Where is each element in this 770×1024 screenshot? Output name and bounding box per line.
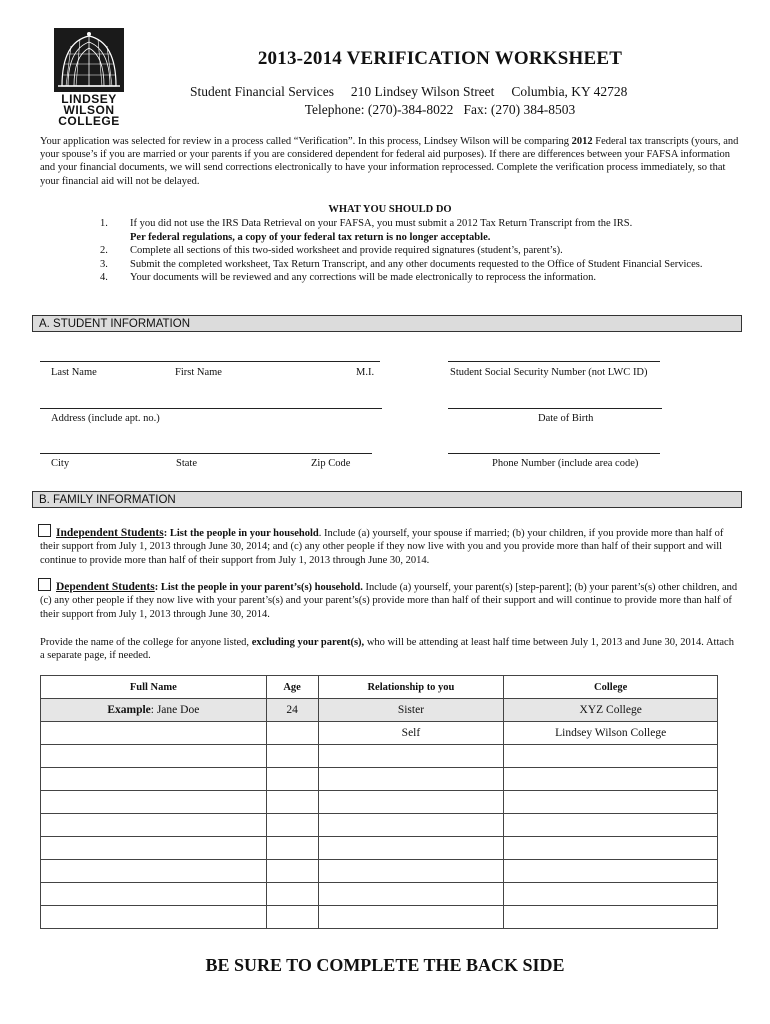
ssn-label: Student Social Security Number (not LWC ID) (450, 367, 648, 378)
office-city: Columbia, KY 42728 (511, 84, 628, 99)
relationship-cell[interactable] (318, 837, 504, 860)
dob-label: Date of Birth (538, 413, 594, 424)
age-cell[interactable] (266, 814, 318, 837)
college-cell[interactable] (504, 837, 718, 860)
todo-item (100, 258, 720, 272)
age-cell[interactable] (266, 860, 318, 883)
todo-text: If you did not use the IRS Data Retrieval on your FAFSA, you must submit a 2012 Tax Return Transcript from the IRS. (130, 218, 633, 229)
name-cell[interactable] (41, 906, 267, 929)
todo-text: Submit the completed worksheet, Tax Return Transcript, and any other documents requested to the Office of Student Financial Services. (130, 258, 703, 270)
family-info-section-header: B. FAMILY INFORMATION (32, 491, 742, 508)
zip-label: Zip Code (311, 458, 351, 469)
city-label: City (51, 458, 70, 469)
office-phones: Telephone: (270)-384-8022 Fax: (270) 384-8503 (304, 102, 576, 117)
example-label: Example (107, 704, 151, 716)
college-cell[interactable] (504, 745, 718, 768)
name-cell[interactable] (41, 837, 267, 860)
table-row (41, 768, 718, 791)
relationship-cell[interactable] (318, 768, 504, 791)
college-instruction-bold: excluding your parent(s), (251, 637, 365, 648)
logo-line-1: LINDSEY (61, 92, 117, 106)
phone-field-line[interactable] (448, 453, 660, 454)
todo-number: 4. (100, 272, 108, 283)
col-full-name: Full Name (41, 676, 267, 699)
age-cell[interactable] (266, 837, 318, 860)
self-relationship-cell: Self (318, 722, 504, 745)
college-logo (54, 28, 124, 128)
relationship-cell[interactable] (318, 791, 504, 814)
name-cell[interactable] (41, 814, 267, 837)
name-cell[interactable] (41, 768, 267, 791)
table-row (41, 860, 718, 883)
table-row (41, 814, 718, 837)
example-row (41, 699, 718, 722)
independent-students-paragraph (40, 527, 740, 567)
dependent-students-paragraph (40, 581, 740, 621)
table-header-row (41, 676, 718, 699)
last-name-label: Last Name (51, 367, 97, 378)
col-college: College (504, 676, 718, 699)
todo-heading: WHAT YOU SHOULD DO (328, 204, 452, 215)
college-cell[interactable] (504, 883, 718, 906)
relationship-cell[interactable] (318, 814, 504, 837)
relationship-cell[interactable] (318, 745, 504, 768)
dob-field-line[interactable] (448, 408, 662, 409)
intro-year: 2012 (571, 136, 593, 147)
dome-emblem-icon (54, 28, 124, 92)
example-college-cell: XYZ College (504, 699, 718, 722)
logo-line-2: WILSON (63, 103, 115, 117)
self-college-cell: Lindsey Wilson College (504, 722, 718, 745)
dependent-title: Dependent Students (56, 581, 155, 593)
name-cell[interactable] (41, 860, 267, 883)
relationship-cell[interactable] (318, 860, 504, 883)
name-cell[interactable] (41, 883, 267, 906)
col-relationship: Relationship to you (318, 676, 504, 699)
office-address (190, 84, 690, 100)
city-state-zip-field-line[interactable] (40, 453, 372, 454)
example-name-cell (41, 699, 267, 722)
name-field-line[interactable] (40, 361, 380, 362)
table-row (41, 906, 718, 929)
table-row (41, 745, 718, 768)
college-instruction-text-2: who will be attending at least half time between July 1, 2013 and June 30, 2014. Attach a separate page, if needed. (40, 637, 734, 662)
state-label: State (176, 458, 197, 469)
college-instruction-text-1: Provide the name of the college for anyone listed, (40, 637, 252, 648)
todo-text: Your documents will be reviewed and any corrections will be made electronically to reprocess the information. (130, 272, 597, 283)
independent-text: . Include (a) yourself, your spouse if married; (b) your children, if you provide more than half of their support from July 1, 2013 through June 30, 2014; and (c) any other people if they now live with you and you provide more than half of their support and will continue to provide more than half of their support from July 1, 2013 through June 30, 2014. (40, 528, 724, 566)
col-age: Age (266, 676, 318, 699)
college-cell[interactable] (504, 860, 718, 883)
ssn-field-line[interactable] (448, 361, 660, 362)
todo-number: 1. (100, 218, 108, 229)
table-row (41, 837, 718, 860)
first-name-label: First Name (175, 367, 222, 378)
intro-paragraph (40, 135, 740, 188)
intro-text-2: Federal tax transcripts (yours, and your spouse’s if you are married or your parents if you are considered dependent for federal aid purposes). If there are differences between your FAFSA information and your financial documents, we will send corrections electronically to have your information reprocessed. Complete the verification process immediately, so that your financial aid will not be delayed. (40, 136, 739, 187)
todo-bold-note: Per federal regulations, a copy of your federal tax return is no longer acceptable. (130, 231, 491, 243)
example-relationship-cell: Sister (318, 699, 504, 722)
todo-number: 2. (100, 245, 108, 256)
address-label: Address (include apt. no.) (51, 413, 160, 424)
self-age-cell[interactable] (266, 722, 318, 745)
college-cell[interactable] (504, 814, 718, 837)
relationship-cell[interactable] (318, 906, 504, 929)
independent-bold: : List the people in your household (163, 528, 319, 539)
college-cell[interactable] (504, 768, 718, 791)
intro-text-1: Your application was selected for review in a process called “Verification”. In this process, Lindsey Wilson will be comparing (40, 136, 572, 147)
college-cell[interactable] (504, 791, 718, 814)
age-cell[interactable] (266, 745, 318, 768)
college-cell[interactable] (504, 906, 718, 929)
name-cell[interactable] (41, 791, 267, 814)
self-name-cell[interactable] (41, 722, 267, 745)
college-instruction (40, 636, 740, 663)
table-row (41, 883, 718, 906)
name-cell[interactable] (41, 745, 267, 768)
back-side-reminder: BE SURE TO COMPLETE THE BACK SIDE (205, 955, 565, 975)
table-row (41, 791, 718, 814)
age-cell[interactable] (266, 791, 318, 814)
phone-label: Phone Number (include area code) (492, 458, 639, 469)
relationship-cell[interactable] (318, 883, 504, 906)
independent-title: Independent Students (56, 527, 164, 539)
age-cell[interactable] (266, 906, 318, 929)
age-cell[interactable] (266, 883, 318, 906)
office-street: 210 Lindsey Wilson Street (350, 84, 495, 99)
office-name: Student Financial Services (190, 84, 334, 99)
mi-label: M.I. (356, 367, 375, 378)
logo-line-3: COLLEGE (58, 114, 120, 128)
todo-text: Complete all sections of this two-sided worksheet and provide required signatures (student’s, parent’s). (130, 245, 563, 256)
student-info-section-header: A. STUDENT INFORMATION (32, 315, 742, 332)
page-title: 2013-2014 VERIFICATION WORKSHEET (257, 48, 623, 69)
address-field-line[interactable] (40, 408, 382, 409)
todo-number: 3. (100, 258, 108, 270)
todo-item (100, 271, 720, 285)
example-age-cell: 24 (266, 699, 318, 722)
todo-list (100, 217, 720, 285)
age-cell[interactable] (266, 768, 318, 791)
household-table (40, 675, 718, 929)
dependent-text: Include (a) yourself, your parent(s) [step-parent]; (b) your parent’s(s) other children, and (c) any other people if they now live with your parent’s(s) and your parent’s(s) provide more than half of their support and will continue to provide more than half of their support from July 1, 2013 through June 30, 2014. (40, 582, 738, 620)
self-row (41, 722, 718, 745)
dependent-bold: : List the people in your parent’s(s) household. (154, 582, 363, 593)
example-name: : Jane Doe (150, 704, 200, 716)
todo-item (100, 217, 720, 244)
todo-item (100, 244, 720, 258)
